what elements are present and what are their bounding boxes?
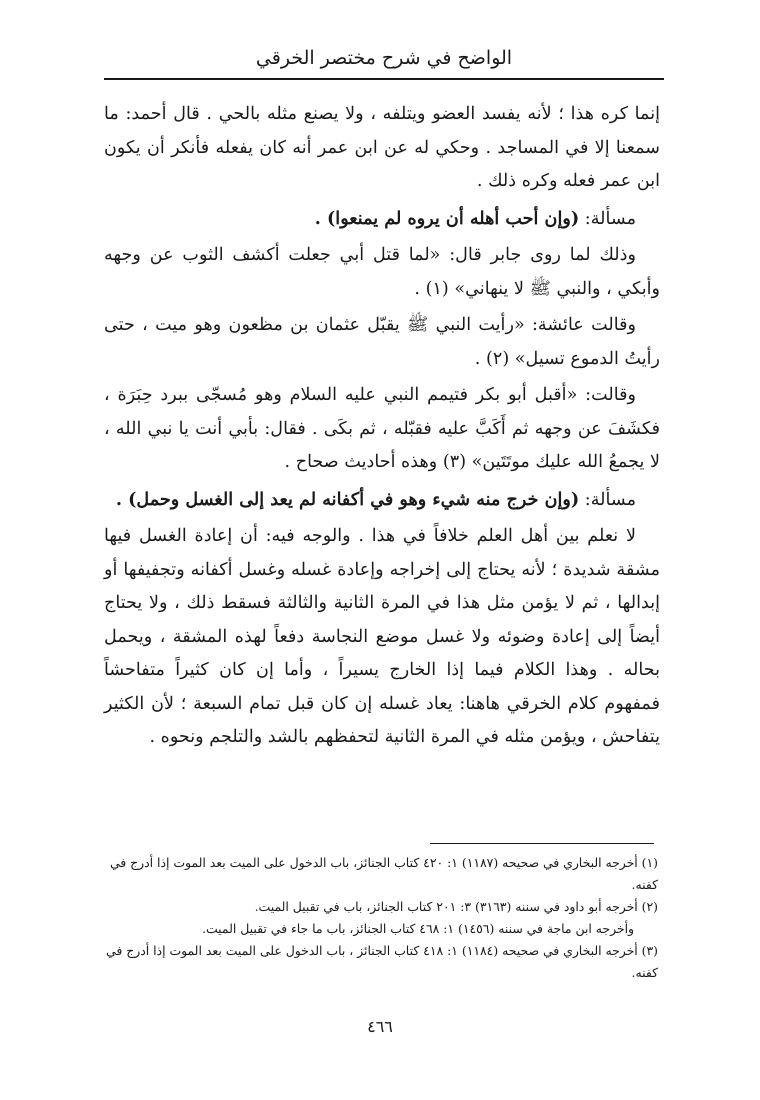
footnote-separator: [430, 843, 654, 844]
masala-1: [104, 202, 660, 237]
running-header-title: الواضح في شرح مختصر الخرقي: [255, 47, 513, 69]
paragraph-aisha-2: وقالت: «أقبل أبو بكر فتيمم النبي عليه السلام وهو مُسجّى ببرد حِبَرَة ، فكشَفَ عن وجهه ثم أَكَبَّ عليه فقبّله ، ثم بكَى . فقال: بأبي أنت يا نبي الله ، لا يجمعُ الله عليك موتَتَين» (٣) وهذه أحاديث صحاح .: [104, 385, 660, 472]
footnotes: [106, 852, 658, 984]
page-number: ٤٦٦: [367, 1017, 393, 1036]
paragraph-1: إنما كره هذا ؛ لأنه يفسد العضو ويتلفه ، ولا يصنع مثله بالحي . قال أحمد: ما سمعنا إلا في المساجد . وحكي له عن ابن عمر أنه كان يفعله فأنكر أن يكون ابن عمر فعله وكره ذلك .: [104, 104, 660, 191]
header-rule: [104, 78, 664, 80]
paragraph-jabir: وذلك لما روى جابر قال: «لما قتل أبي جعلت أكشف الثوب عن وجهه وأبكي ، والنبي ﷺ لا ينهاني» (١) .: [104, 245, 660, 299]
footnote-3: (٣) أخرجه البخاري في صحيحه (١١٨٤) ١: ٤١٨ كتاب الجنائز ، باب الدخول على الميت بعد الموت إذا أدرج في كفنه.: [106, 943, 658, 980]
masala-2: [104, 483, 660, 518]
masala-2-label: مسألة:: [584, 489, 636, 510]
footnote-2-continuation: وأخرجه ابن ماجة في سننه (١٤٥٦) ١: ٤٦٨ كتاب الجنائز، باب ما جاء في تقبيل الميت.: [202, 921, 634, 936]
footnote-2: (٢) أخرجه أبو داود في سننه (٣١٦٣) ٣: ٢٠١ كتاب الجنائز، باب في تقبيل الميت.: [254, 899, 658, 914]
masala-1-text: (وإن أحب أهله أن يروه لم يمنعوا) .: [314, 207, 580, 229]
main-text: [104, 98, 660, 758]
paragraph-aisha-1: وقالت عائشة: «رأيت النبي ﷺ يقبّل عثمان بن مظعون وهو ميت ، حتى رأيتُ الدموع تسيل» (٢) .: [104, 315, 660, 369]
masala-2-text: (وإن خرج منه شيء وهو في أكفانه لم يعد إلى الغسل وحمل) .: [115, 488, 580, 510]
paragraph-ruling: لا نعلم بين أهل العلم خلافاً في هذا . والوجه فيه: أن إعادة الغسل فيها مشقة شديدة ؛ لأنه يحتاج إلى إخراجه وإعادة غسله وغسل أكفانه وتجفيفها أو إبدالها ، ثم لا يؤمن مثل هذا في المرة الثانية والثالثة فسقط ذلك ، ولا يحتاج أيضاً إلى إعادة وضوئه ولا غسل موضع النجاسة دفعاً لهذه المشقة ، ويحمل بحاله . وهذا الكلام فيما إذا الخارج يسيراً ، وأما إن كان كثيراً متفاحشاً فمفهوم كلام الخرقي هاهنا: يعاد غسله إن كان قبل تمام السبعة ؛ لأن الكثير يتفاحش ، ويؤمن مثله في المرة الثانية لتحفظهم بالشد والتلجم ونحوه .: [104, 526, 660, 747]
masala-1-label: مسألة:: [584, 208, 636, 229]
footnote-1: (١) أخرجه البخاري في صحيحه (١١٨٧) ١: ٤٢٠ كتاب الجنائز، باب الدخول على الميت بعد الموت إذا أدرج في كفنه.: [109, 855, 658, 892]
